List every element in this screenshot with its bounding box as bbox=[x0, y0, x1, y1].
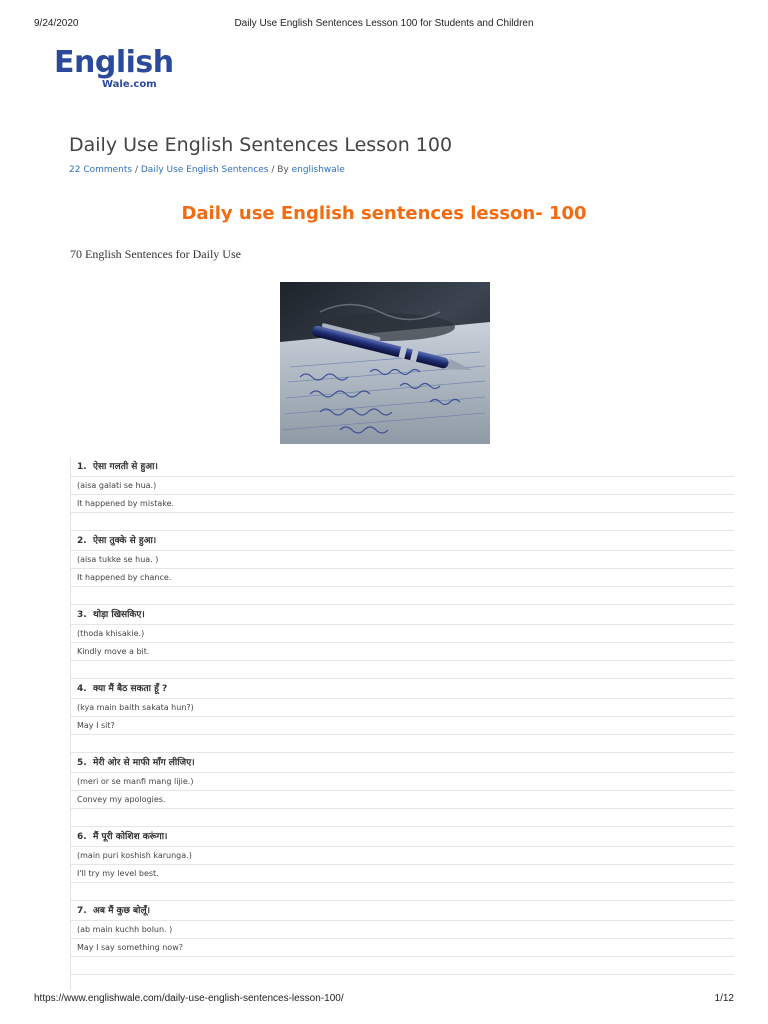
sentence-spacer-row bbox=[71, 661, 734, 679]
intro-text: 70 English Sentences for Daily Use bbox=[70, 247, 241, 261]
sentence-roman-row: (meri or se manfi mang lijie.) bbox=[71, 773, 734, 791]
sentences-table bbox=[70, 457, 733, 990]
sentence-english-row: May I say something now? bbox=[71, 939, 734, 957]
post-meta bbox=[69, 165, 345, 175]
sentence-english-row: Convey my apologies. bbox=[71, 791, 734, 809]
logo-sub-text: Wale.com bbox=[102, 79, 157, 90]
sentence-english-row: May I sit? bbox=[71, 717, 734, 735]
sentence-hindi-text: थोड़ा खिसकिए। bbox=[93, 610, 145, 620]
sentence-roman-row: (aisa tukke se hua. ) bbox=[71, 551, 734, 569]
meta-separator: / bbox=[132, 165, 141, 175]
sentence-hindi-text: मैं पूरी कोशिश करूंगा। bbox=[93, 832, 168, 842]
sentence-english-row: It happened by mistake. bbox=[71, 495, 734, 513]
sentence-spacer-row bbox=[71, 809, 734, 827]
sentence-english-row: It happened by chance. bbox=[71, 569, 734, 587]
logo-main-text: English bbox=[54, 45, 174, 80]
page-url: https://www.englishwale.com/daily-use-english-sentences-lesson-100/ bbox=[34, 993, 344, 1004]
sentence-roman-row: (ab main kuchh bolun. ) bbox=[71, 921, 734, 939]
sentence-hindi-row bbox=[71, 827, 734, 847]
sentence-spacer-row bbox=[71, 735, 734, 753]
sentence-hindi-row bbox=[71, 753, 734, 773]
sentence-number: 6. bbox=[77, 832, 87, 842]
sentence-roman-row: (main puri koshish karunga.) bbox=[71, 847, 734, 865]
sentence-hindi-text: क्या मैं बैठ सकता हूँ ? bbox=[93, 684, 168, 694]
print-page-title: Daily Use English Sentences Lesson 100 for Students and Children bbox=[234, 18, 534, 29]
sentence-number: 5. bbox=[77, 758, 87, 768]
sentence-hindi-row bbox=[71, 457, 734, 477]
sentence-number: 3. bbox=[77, 610, 87, 620]
sentence-hindi-text: ऐसा तुक्के से हुआ। bbox=[93, 536, 157, 546]
sentence-spacer-row bbox=[71, 587, 734, 605]
sentence-spacer-row bbox=[71, 957, 734, 975]
sentence-hindi-row bbox=[71, 901, 734, 921]
sentence-hindi-row bbox=[71, 605, 734, 625]
category-link[interactable]: Daily Use English Sentences bbox=[140, 165, 269, 175]
comments-link[interactable]: 22 Comments bbox=[69, 165, 133, 175]
sentence-number: 1. bbox=[77, 462, 87, 472]
print-header bbox=[0, 18, 768, 32]
sentence-roman-row: (thoda khisakie.) bbox=[71, 625, 734, 643]
pen-on-notebook-image bbox=[280, 282, 490, 444]
page-number: 1/12 bbox=[714, 993, 734, 1004]
sentence-number: 7. bbox=[77, 906, 87, 916]
author-link[interactable]: englishwale bbox=[291, 165, 345, 175]
sentence-english-row: Kindly move a bit. bbox=[71, 643, 734, 661]
lesson-heading: Daily use English sentences lesson- 100 bbox=[181, 203, 587, 224]
meta-separator-by: / By bbox=[268, 165, 292, 175]
sentence-roman-row: (aisa galati se hua.) bbox=[71, 477, 734, 495]
sentence-spacer-row bbox=[71, 513, 734, 531]
sentence-roman-row: (kya main baith sakata hun?) bbox=[71, 699, 734, 717]
sentence-english-row: I'll try my level best. bbox=[71, 865, 734, 883]
sentence-hindi-text: ऐसा गलती से हुआ। bbox=[93, 462, 158, 472]
sentence-hindi-text: मेरी ओर से माफी माँग लीजिए। bbox=[93, 758, 195, 768]
sentence-number: 2. bbox=[77, 536, 87, 546]
sentence-hindi-row bbox=[71, 531, 734, 551]
post-title: Daily Use English Sentences Lesson 100 bbox=[69, 134, 453, 156]
site-logo[interactable] bbox=[54, 46, 174, 92]
sentence-spacer-row bbox=[71, 883, 734, 901]
sentence-number: 4. bbox=[77, 684, 87, 694]
sentence-hindi-row bbox=[71, 679, 734, 699]
print-date: 9/24/2020 bbox=[34, 18, 79, 29]
sentence-hindi-text: अब मैं कुछ बोलूँ। bbox=[93, 906, 151, 916]
